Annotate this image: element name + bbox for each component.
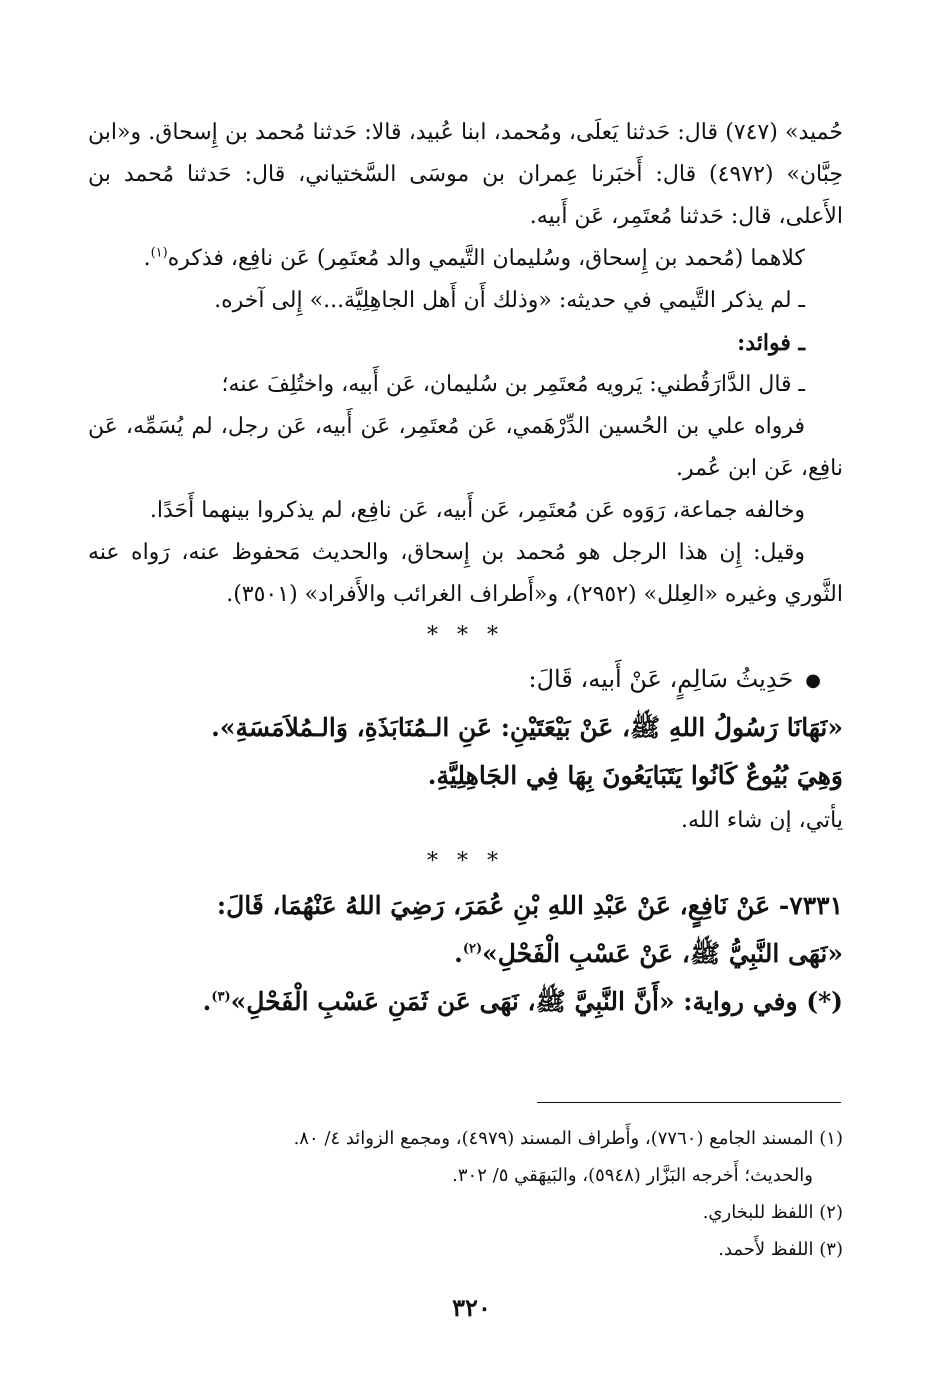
- bullet-icon: ●: [805, 669, 821, 691]
- footnote-ref-1: (١): [150, 245, 168, 261]
- hadith-7331-variant-text: (*) وفي رواية: «أَنَّ النَّبِيَّ ﷺ، نَهَى عَن ثَمَنِ عَسْبِ الْفَحْلِ»: [230, 986, 843, 1016]
- paragraph-dirhami: فرواه علي بن الحُسين الدِّرْهَمي، عَن مُعتَمِر، عَن أَبيه، عَن رجل، لم يُسَمِّه، عَن نافِع، عَن ابن عُمر.: [88, 414, 843, 481]
- footnote-1: (١) المسند الجامع (٧٧٦٠)، وأَطراف المسند (٤٩٧٩)، ومجمع الزوائد ٤/ ٨٠.: [293, 1128, 843, 1149]
- section-divider: * * *: [427, 848, 504, 874]
- hadith-salim-text: «نَهَانَا رَسُولُ اللهِ ﷺ، عَنْ بَيْعَتَيْنِ: عَنِ الـمُنَابَذَةِ، وَالـمُلاَمَسَةِ».: [211, 712, 843, 742]
- hadith-7331-isnad: ٧٣٣١- عَنْ نَافِعٍ، عَنْ عَبْدِ اللهِ بْنِ عُمَرَ، رَضِيَ اللهُ عَنْهُمَا، قَالَ:: [216, 890, 843, 920]
- paragraph-sources: حُميد» (٧٤٧) قال: حَدثنا يَعلَى، ومُحمد، ابنا عُبيد، قالا: حَدثنا مُحمد بن إِسحاق. و«ابن حِبَّان» (٤٩٧٢) قال: أَخبَرنا عِمران بن موسَى السَّختياني، قال: حَدثنا مُحمد بن الأَعلى، قال: حَدثنا مُعتَمِر، عَن أَبيه.: [88, 120, 844, 229]
- section-heading-fawaid: ـ فوائد:: [737, 330, 805, 356]
- paragraph-qil: وقيل: إِن هذا الرجل هو مُحمد بن إِسحاق، والحديث مَحفوظ عنه، رَواه عنه الثَّوري وغيره «العِلل» (٢٩٥٢)، و«أَطراف الغرائب والأَفراد» (٣٥٠١).: [88, 540, 843, 607]
- main-text: [88, 112, 843, 1026]
- footnote-ref-2: (٢): [462, 941, 483, 957]
- hadith-salim-explanation: وَهِيَ بُيُوعٌ كَانُوا يَتَبَايَعُونَ بِهَا فِي الجَاهِلِيَّةِ.: [427, 760, 843, 790]
- footnotes: [88, 1120, 843, 1268]
- section-divider: * * *: [427, 623, 504, 648]
- hadith-7331-variant: (*) وفي رواية: «أَنَّ النَّبِيَّ ﷺ، نَهَى عَن ثَمَنِ عَسْبِ الْفَحْلِ»$^{(٣)}$.: [202, 986, 843, 1016]
- hadith-salim-intro: [88, 656, 843, 704]
- footnote-ref-3: (٣): [211, 989, 231, 1005]
- page-number: ٣٢٠: [452, 1293, 491, 1322]
- footnote-1-continued: والحديث؛ أَخرجه البَزَّار (٥٩٤٨)، والبَيهَقي ٥/ ٣٠٢.: [452, 1165, 813, 1186]
- paragraph-jamaa: وخالفه جماعة، رَوَوه عَن مُعتَمِر، عَن أَبيه، عَن نافِع، لم يذكروا بينهما أَحَدًا.: [149, 498, 805, 523]
- hadith-7331-text: «نَهَى النَّبِيُّ ﷺ، عَنْ عَسْبِ الْفَحْلِ»$^{(٢)}$.: [454, 938, 843, 968]
- hadith-salim-note: يأتي، إن شاء الله.: [680, 807, 843, 833]
- footnote-2: (٢) اللفظ للبخاري.: [702, 1202, 843, 1223]
- footnote-divider: [537, 1102, 841, 1103]
- paragraph-both-narrators: كلاهما (مُحمد بن إِسحاق، وسُليمان التَّيمي والد مُعتَمِر) عَن نافِع، فذكره$^{(١)}$.: [143, 245, 805, 271]
- paragraph-taymi-note: ـ لم يذكر التَّيمي في حديثه: «وذلك أَن أَهل الجاهِلِيَّة...» إِلى آخره.: [214, 288, 805, 313]
- footnote-3: (٣) اللفظ لأَحمد.: [718, 1239, 843, 1260]
- hadith-salim-intro-text: حَدِيثُ سَالِمٍ، عَنْ أَبيه، قَالَ:: [528, 665, 794, 693]
- paragraph-daraqutni: ـ قال الدَّارَقُطني: يَرويه مُعتَمِر بن سُليمان، عَن أَبيه، واختُلِفَ عنه؛: [221, 372, 805, 397]
- paragraph-text: كلاهما (مُحمد بن إِسحاق، وسُليمان التَّيمي والد مُعتَمِر) عَن نافِع، فذكره: [167, 246, 805, 271]
- hadith-7331-matn: «نَهَى النَّبِيُّ ﷺ، عَنْ عَسْبِ الْفَحْلِ»: [482, 938, 843, 968]
